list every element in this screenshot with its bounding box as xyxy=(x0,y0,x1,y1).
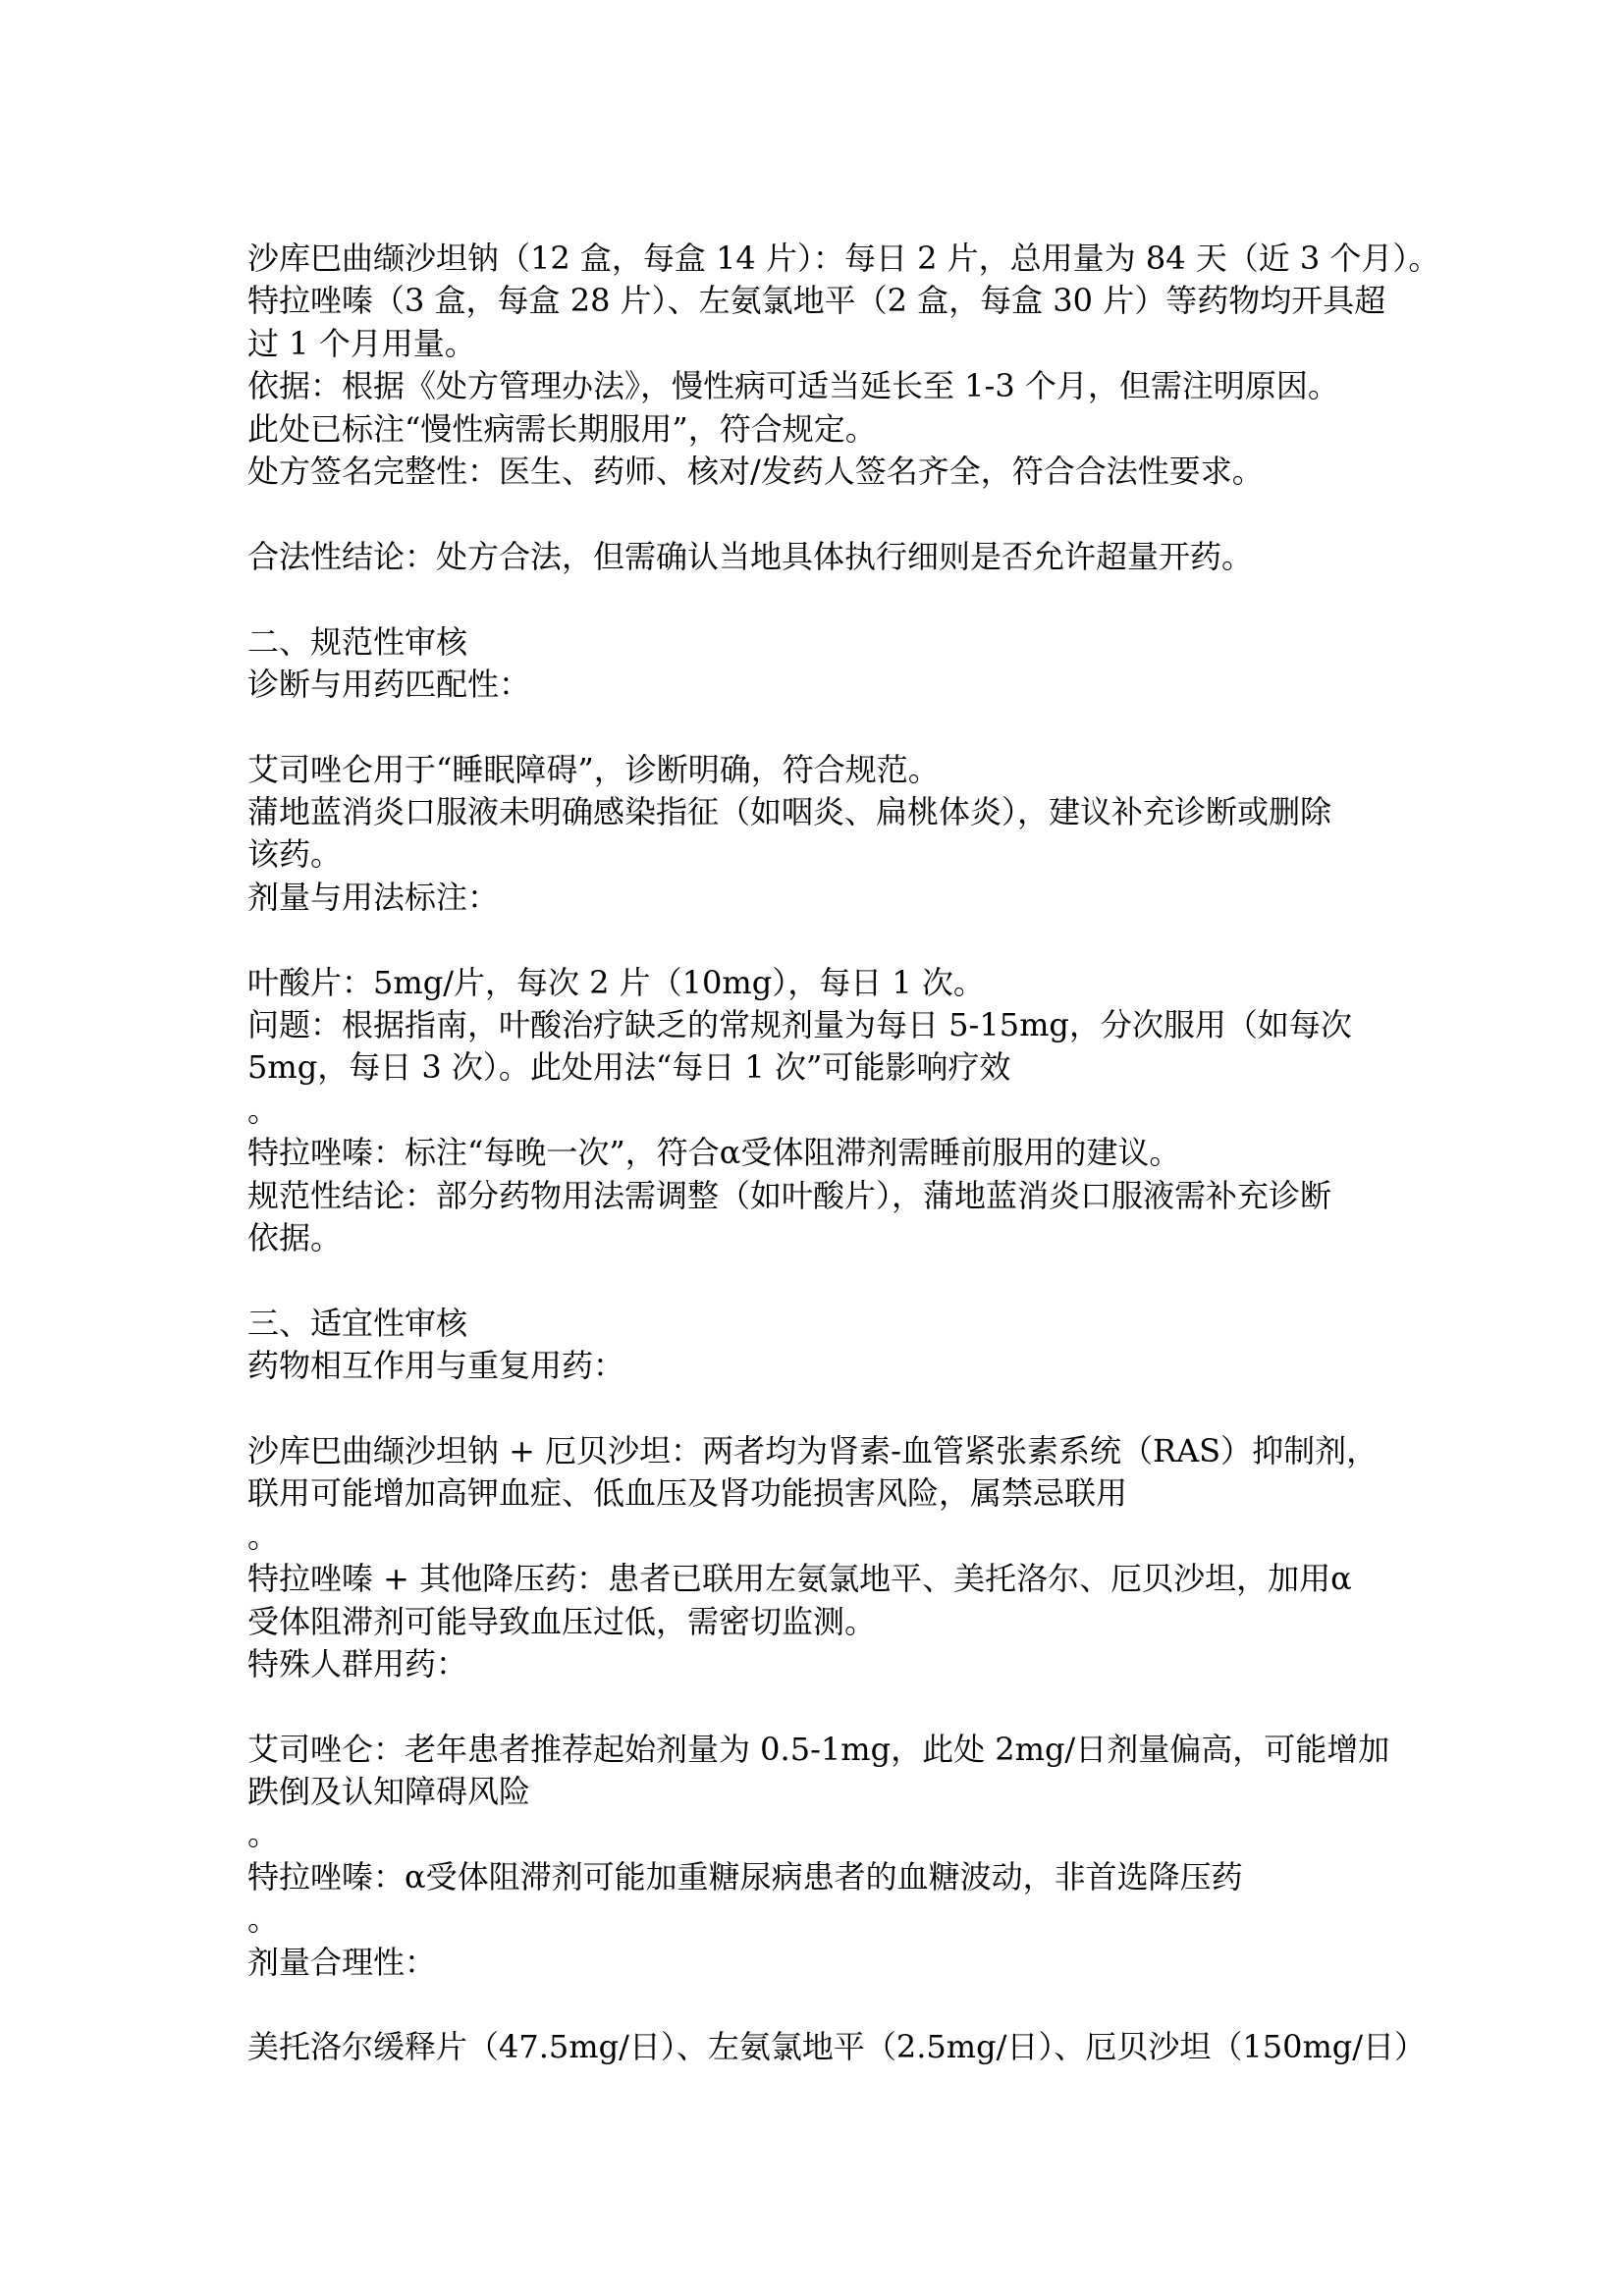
text-line: 依据：根据《处方管理办法》，慢性病可适当延长至 1-3 个月，但需注明原因。 xyxy=(247,367,1339,405)
text-line: 。 xyxy=(247,1900,280,1939)
subheading: 诊断与用药匹配性： xyxy=(247,665,531,703)
text-line: 沙库巴曲缬沙坦钠 + 厄贝沙坦：两者均为肾素-血管紧张素系统（RAS）抑制剂， xyxy=(247,1431,1379,1469)
blank-line xyxy=(247,578,1396,620)
text-line: 叶酸片：5mg/片，每次 2 片（10mg），每日 1 次。 xyxy=(247,963,985,1001)
text-line: 特拉唑嗪（3 盒，每盒 28 片）、左氨氯地平（2 盒，每盒 30 片）等药物均开具超 xyxy=(247,282,1386,320)
text-line: 特拉唑嗪：标注“每晚一次”，符合α受体阻滞剂需睡前服用的建议。 xyxy=(247,1134,1181,1172)
blank-line xyxy=(247,706,1396,748)
text-line: 艾司唑仑：老年患者推荐起始剂量为 0.5-1mg，此处 2mg/日剂量偏高，可能增加 xyxy=(247,1730,1390,1768)
text-line: 此处已标注“慢性病需长期服用”，符合规定。 xyxy=(247,409,877,448)
text-line: 艾司唑仑用于“睡眠障碍”，诊断明确，符合规范。 xyxy=(247,750,940,788)
blank-line xyxy=(247,1388,1396,1430)
text-line: 跌倒及认知障碍风险 xyxy=(247,1773,531,1811)
blank-line xyxy=(247,1259,1396,1302)
text-line: 该药。 xyxy=(247,835,343,874)
text-line: 。 xyxy=(247,1517,280,1555)
text-line: 处方签名完整性：医生、药师、核对/发药人签名齐全，符合合法性要求。 xyxy=(247,452,1264,490)
text-line: 依据。 xyxy=(247,1218,343,1256)
subheading: 特殊人群用药： xyxy=(247,1644,468,1682)
subheading: 剂量合理性： xyxy=(247,1943,437,1981)
text-line: 特拉唑嗪：α受体阻滞剂可能加重糖尿病患者的血糖波动，非首选降压药 xyxy=(247,1857,1243,1896)
text-line: 联用可能增加高钾血症、低血压及肾功能损害风险，属禁忌联用 xyxy=(247,1474,1128,1513)
text-line: 。 xyxy=(247,1815,280,1853)
text-line: 5mg，每日 3 次）。此处用法“每日 1 次”可能影响疗效 xyxy=(247,1048,1011,1087)
subheading: 剂量与用法标注： xyxy=(247,878,500,916)
text-line: 受体阻滞剂可能导致血压过低，需密切监测。 xyxy=(247,1602,877,1640)
text-line: 沙库巴曲缬沙坦钠（12 盒，每盒 14 片）：每日 2 片，总用量为 84 天（近 3 个月）。 xyxy=(247,240,1440,277)
subheading: 药物相互作用与重复用药： xyxy=(247,1347,625,1385)
text-line: 过 1 个月用量。 xyxy=(247,324,476,362)
text-line: 问题：根据指南，叶酸治疗缺乏的常规剂量为每日 5-15mg，分次服用（如每次 xyxy=(247,1006,1352,1044)
section-heading-suitability: 三、适宜性审核 xyxy=(247,1304,468,1342)
text-line: 。 xyxy=(247,1091,280,1129)
text-line: 蒲地蓝消炎口服液未明确感染指征（如咽炎、扁桃体炎），建议补充诊断或删除 xyxy=(247,793,1332,831)
blank-line xyxy=(247,1685,1396,1728)
document-body xyxy=(247,238,1440,2069)
section-heading-normative: 二、规范性审核 xyxy=(247,622,468,661)
text-line: 美托洛尔缓释片（47.5mg/日）、左氨氯地平（2.5mg/日）、厄贝沙坦（150mg/日） xyxy=(247,2028,1427,2066)
blank-line xyxy=(247,1984,1396,2026)
normative-conclusion: 规范性结论：部分药物用法需调整（如叶酸片），蒲地蓝消炎口服液需补充诊断 xyxy=(247,1176,1332,1214)
text-line: 特拉唑嗪 + 其他降压药：患者已联用左氨氯地平、美托洛尔、厄贝沙坦，加用α xyxy=(247,1560,1352,1598)
blank-line xyxy=(247,919,1396,961)
legality-conclusion: 合法性结论：处方合法，但需确认当地具体执行细则是否允许超量开药。 xyxy=(247,537,1254,575)
blank-line xyxy=(247,493,1396,535)
